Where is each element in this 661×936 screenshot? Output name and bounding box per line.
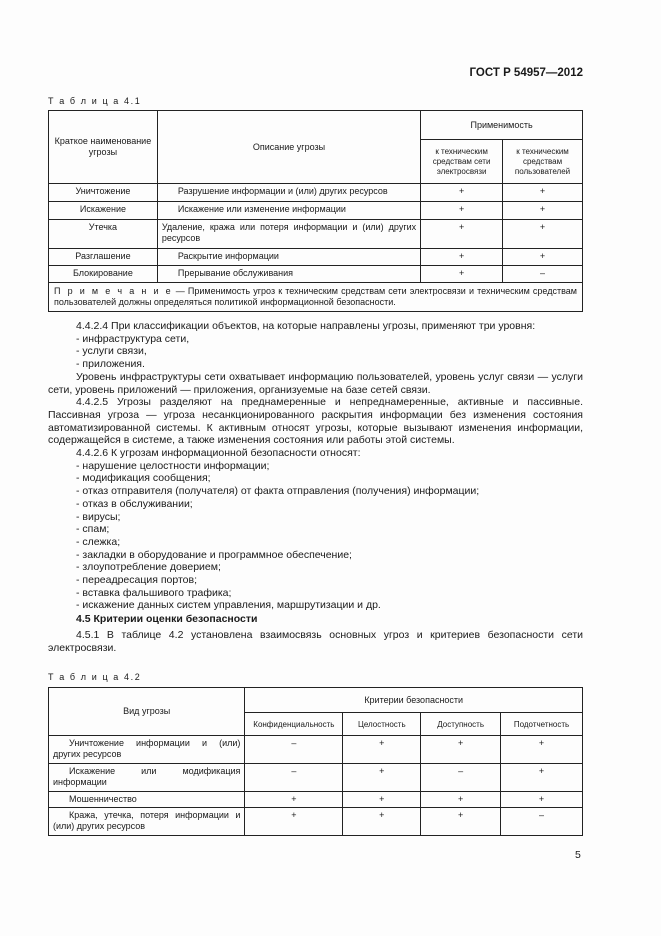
- availability-value: +: [421, 808, 501, 836]
- levels-list: [48, 333, 583, 371]
- availability-value: –: [421, 764, 501, 792]
- list-item: - модификация сообщения;: [76, 472, 583, 485]
- threat-description: Разрушение информации и (или) других ресурсов: [157, 184, 420, 202]
- table-row: [49, 764, 583, 792]
- header-threat-type: Вид угрозы: [49, 688, 245, 736]
- threat-name: Блокирование: [49, 266, 158, 283]
- header-confidentiality: Конфиденциальность: [245, 713, 343, 736]
- table-row: [49, 184, 583, 202]
- confidentiality-value: +: [245, 808, 343, 836]
- header-tech-network: к техническим средствам сети электросвязи: [421, 140, 503, 184]
- availability-value: +: [421, 736, 501, 764]
- paragraph-4-5-1: 4.5.1 В таблице 4.2 установлена взаимосвязь основных угроз и критериев безопасности сети электросвязи.: [48, 628, 583, 654]
- confidentiality-value: –: [245, 736, 343, 764]
- threat-name: Утечка: [49, 220, 158, 249]
- table-row: [49, 220, 583, 249]
- threat-name: Искажение: [49, 202, 158, 220]
- threat-type: Мошенничество: [49, 792, 245, 808]
- table-row: [49, 249, 583, 266]
- list-item: - закладки в оборудование и программное обеспечение;: [76, 549, 583, 562]
- threat-type: Искажение или модификация информации: [49, 764, 245, 792]
- page-number: 5: [575, 849, 581, 861]
- list-item: - переадресация портов;: [76, 574, 583, 587]
- accountability-value: +: [501, 764, 583, 792]
- table-note-row: [49, 283, 583, 312]
- table-note: [49, 283, 583, 312]
- paragraph-4-4-2-4: 4.4.2.4 При классификации объектов, на которые направлены угрозы, применяют три уровня:: [76, 320, 536, 332]
- applicability-network: +: [421, 184, 503, 202]
- header-availability: Доступность: [421, 713, 501, 736]
- applicability-users: +: [503, 202, 583, 220]
- header-security-criteria: Критерии безопасности: [245, 688, 583, 713]
- header-integrity: Целостность: [343, 713, 421, 736]
- header-accountability: Подотчетность: [501, 713, 583, 736]
- threats-list: [48, 460, 583, 612]
- header-tech-users: к техническим средствам пользователей: [503, 140, 583, 184]
- paragraph-4-4-2-5: 4.4.2.5 Угрозы разделяют на преднамеренные и непреднамеренные, активные и пассивные. Пассивная угроза — угроза несанкционированного раскрытия информации без изменения состояния автоматизированной системы. К активным относят угрозы, которые вызывают изменения информации, содержащейся в системе, а также изменения состояния или работы этой системы.: [48, 396, 583, 447]
- list-item: - злоупотребление доверием;: [76, 561, 583, 574]
- list-item: - спам;: [76, 523, 583, 536]
- integrity-value: +: [343, 764, 421, 792]
- accountability-value: –: [501, 808, 583, 836]
- applicability-users: +: [503, 220, 583, 249]
- section-text: [48, 320, 583, 654]
- note-text: — Применимость угроз к техническим средствам сети электросвязи и техническим средствам пользователей должны определяться политикой информационной безопасности.: [54, 286, 577, 307]
- threat-description: Искажение или изменение информации: [157, 202, 420, 220]
- threat-description: Прерывание обслуживания: [157, 266, 420, 283]
- list-item: - слежка;: [76, 536, 583, 549]
- section-4-5-heading: 4.5 Критерии оценки безопасности: [76, 613, 258, 626]
- table-row: [49, 808, 583, 836]
- header-threat-name: Краткое наименование угрозы: [49, 111, 158, 184]
- table-header-row: [49, 111, 583, 140]
- list-item: - отказ отправителя (получателя) от факта отправления (получения) информации;: [76, 485, 583, 498]
- accountability-value: +: [501, 736, 583, 764]
- table-row: [49, 792, 583, 808]
- confidentiality-value: +: [245, 792, 343, 808]
- table-row: [49, 266, 583, 283]
- table-4-1-caption: Т а б л и ц а 4.1: [48, 96, 142, 106]
- table-4-1: [48, 110, 583, 312]
- applicability-network: +: [421, 249, 503, 266]
- list-item: - вирусы;: [76, 511, 583, 524]
- list-item: - инфраструктура сети,: [76, 333, 583, 346]
- threat-name: Разглашение: [49, 249, 158, 266]
- confidentiality-value: –: [245, 764, 343, 792]
- list-item: - услуги связи,: [76, 345, 583, 358]
- list-item: - вставка фальшивого трафика;: [76, 587, 583, 600]
- accountability-value: +: [501, 792, 583, 808]
- standard-header: ГОСТ Р 54957—2012: [469, 67, 583, 79]
- header-applicability: Применимость: [421, 111, 583, 140]
- availability-value: +: [421, 792, 501, 808]
- threat-type: Кража, утечка, потеря информации и (или) других ресурсов: [49, 808, 245, 836]
- paragraph-levels-description: Уровень инфраструктуры сети охватывает информацию пользователей, уровень услуг связи — услуги сети, уровень приложений — приложения, организуемые на базе сетей связи.: [48, 370, 583, 396]
- threat-description: Удаление, кража или потеря информации и (или) других ресурсов: [157, 220, 420, 249]
- paragraph-4-4-2-6: 4.4.2.6 К угрозам информационной безопасности относят:: [76, 447, 361, 460]
- note-label: П р и м е ч а н и е: [54, 286, 173, 296]
- list-item: - отказ в обслуживании;: [76, 498, 583, 511]
- applicability-users: +: [503, 184, 583, 202]
- threat-name: Уничтожение: [49, 184, 158, 202]
- list-item: - искажение данных систем управления, маршрутизации и др.: [76, 599, 583, 612]
- threat-description: Раскрытие информации: [157, 249, 420, 266]
- applicability-network: +: [421, 266, 503, 283]
- header-threat-description: Описание угрозы: [157, 111, 420, 184]
- table-row: [49, 736, 583, 764]
- table-4-2: [48, 687, 583, 836]
- applicability-network: +: [421, 220, 503, 249]
- integrity-value: +: [343, 792, 421, 808]
- integrity-value: +: [343, 736, 421, 764]
- threat-type: Уничтожение информации и (или) других ресурсов: [49, 736, 245, 764]
- table-header-row: [49, 688, 583, 713]
- applicability-users: –: [503, 266, 583, 283]
- applicability-network: +: [421, 202, 503, 220]
- applicability-users: +: [503, 249, 583, 266]
- table-row: [49, 202, 583, 220]
- list-item: - нарушение целостности информации;: [76, 460, 583, 473]
- table-4-2-caption: Т а б л и ц а 4.2: [48, 672, 142, 682]
- list-item: - приложения.: [76, 358, 583, 371]
- integrity-value: +: [343, 808, 421, 836]
